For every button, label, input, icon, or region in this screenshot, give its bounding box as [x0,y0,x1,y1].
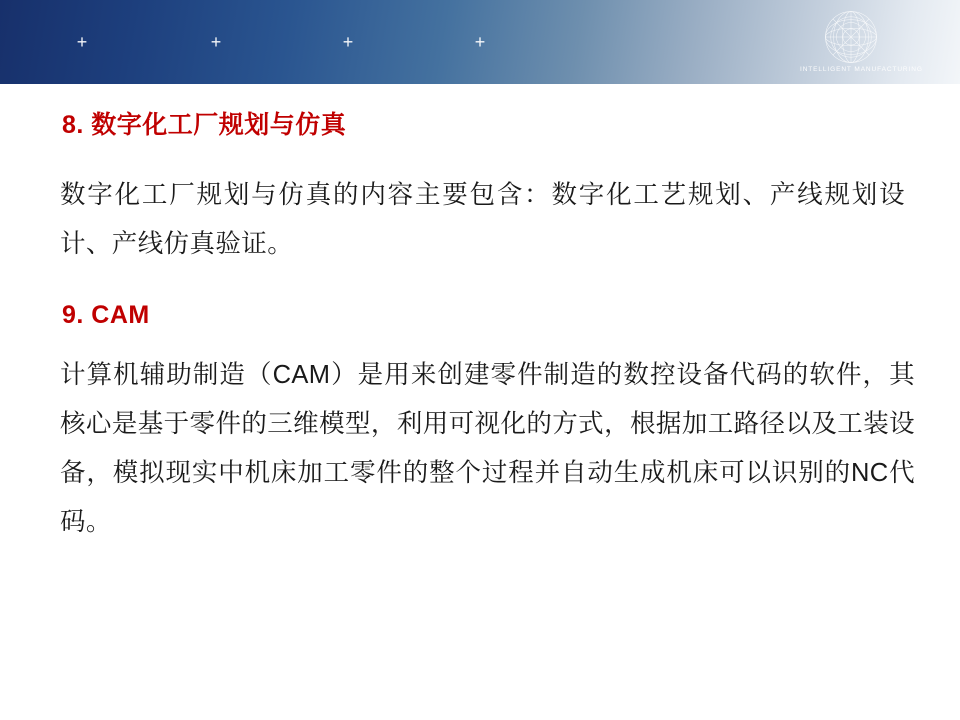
plus-icon: + [474,32,486,52]
globe-sphere-logo-icon [822,8,880,66]
logo [800,8,923,76]
plus-icon: + [210,32,222,52]
section-heading-9: 9. CAM [62,301,150,329]
section-heading-8: 8. 数字化工厂规划与仿真 [62,111,347,139]
slide-content [0,84,960,720]
section-body-9: 计算机辅助制造（CAM）是用来创建零件制造的数控设备代码的软件，其核心是基于零件的三维模型，利用可视化的方式，根据加工路径以及工装设备，模拟现实中机床加工零件的整个过程并自动生成机床可以识别的NC代码。 [60,361,915,536]
plus-icon: + [342,32,354,52]
slide-header-banner [0,0,960,84]
section-body-8: 数字化工厂规划与仿真的内容主要包含：数字化工艺规划、产线规划设计、产线仿真验证。 [60,181,905,258]
plus-icon: + [76,32,88,52]
logo-caption: INTELLIGENT MANUFACTURING [800,66,923,73]
